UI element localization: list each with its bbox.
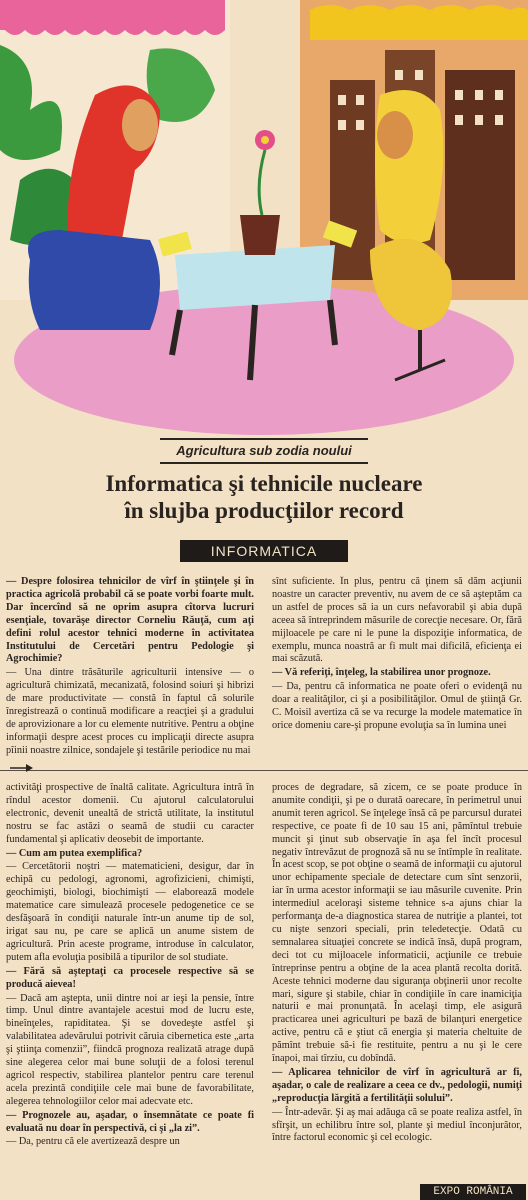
question-paragraph: — Vă referiţi, înţeleg, la stabilirea unor prognoze. [272, 667, 491, 679]
answer-paragraph: — Cercetătorii noştri — matematicieni, desigur, dar în echipă cu pedologi, agronomi, agrofizicieni, chimişti, geochimişti, biologi, biochimişti — elaborează modele matematice care simulează procesele pedogenetice ce se desfăşoară în condiţii naturale într-un anume tip de sol, irigat sau nu, pe care se aplică un anume sistem de agricultură. Prin aceste programe, introduse în calculator, putem afla evoluţia posibilă a tipurilor de sol studiate. [6, 861, 254, 963]
question-paragraph: — Cum am putea exemplifica? [6, 847, 143, 859]
answer-paragraph: — Da, pentru că ele avertizează despre un [6, 1136, 180, 1148]
answer-paragraph: — Da, pentru că informatica ne poate oferi o evidenţă nu doar a realităţilor, ci şi a posibilităţilor. Omul de ştiinţă Gr. C. Moisil avertiza că se va recurge la modele matematice în orice domeniu care-şi propune evoluţia sa în lumina unei [272, 681, 522, 731]
cover-illustration [0, 0, 528, 440]
text-column-2 [272, 576, 522, 766]
section-label: INFORMATICA [180, 540, 348, 562]
illustration-caption: Agricultura sub zodia noului [160, 438, 368, 464]
article-headline [20, 470, 508, 524]
answer-paragraph: — Dacă am aştepta, unii dintre noi ar ieşi la pensie, între timp. Unul dintre avantajele acestui mod de lucru este, bineînţeles, rapiditatea. Şi se dovedeşte astfel şi valabilitatea adevărului potrivit căruia cibernetica este „arta şi ştiinţa comenzii”, fiindcă prognoza realizată atrage după sine alegerea celor mai bune soluţii de a folosi terenul agricol respectiv, stabilirea plantelor pentru care terenul acela prezintă condiţiile cele mai bune de favorabilitate, alegerea tehnologiilor celor mai adecvate etc. [6, 992, 254, 1107]
question-paragraph: — Aplicarea tehnicilor de vîrf în agricultură ar fi, aşadar, o cale de realizare a ceea ce dv., pedologii, numiţi „reproducţia lărgită a fertilităţii solului”. [272, 1066, 522, 1104]
column-divider [0, 770, 528, 771]
answer-paragraph: proces de degradare, să zicem, ce se poate produce în anumite condiţii, şi pe o durată oarecare, în perimetrul unui anumit teren agricol. Se înţelege însă că pe parcursul duratei respective, ce poate fi de 10 sau 15 ani, pămîntul trebuie muncit şi ţinut sub observaţie în aşa fel încît procesul negativ întrevăzut de prognoză să nu se întîmple în realitate. În acest scop, se pot obţine o seamă de informaţii cu ajutorul unor echipamente speciale de detectare cum sînt senzorii, iar în urma acestor informaţii se iau măsurile cuvenite. Prin intermediul aceloraşi sisteme tehnice s-a ajuns chiar la performanţa de-a diagnostica starea de nutriţie a plantei, tot cu nişte senzori speciali, prin teledetecţie. Odată cu semnalarea situaţiei concrete se indică însă, după program, deci tot cu mijloacele informaticii, acţiunile ce trebuie întreprinse pentru a obţine de la acea plantă recolta dorită. Aceste tehnici moderne dau siguranţa obţinerii unor recolte mari, sigure şi stabile, chiar în condiţiile în care inamiciţia naturii e mai pronunţată. În acelaşi timp, ele asigură practicarea unei agriculturi pe bază de bilanţuri energetice active, pentru că e ştiut că energia şi materia cheltuite de pămînt trebuie să-i fie restituite, pentru a nu şi le cere înapoi, mai tîrziu, cu dobîndă. [272, 782, 522, 1065]
answer-paragraph: sînt suficiente. În plus, pentru că ţinem să dăm acţiunii noastre un caracter preventiv, nu avem de ce să aşteptăm ca un astfel de proces să ia un curs nefavorabil şi abia după aceea să întreprindem măsurile de corecţie necesare. Or, fără mijloacele pe care ni le pune la dispoziţie informatica, de exemplu, munca noastră ar fi mult mai dificilă, eficienţa ei mai scăzută. [272, 576, 522, 665]
text-column-3 [6, 782, 254, 1200]
text-column-1 [6, 576, 254, 766]
answer-paragraph: — Într-adevăr. Şi aş mai adăuga că se poate realiza astfel, în sfîrşit, un echilibru între sol, plante şi mediul înconjurător, între factorul economic şi cel ecologic. [272, 1106, 522, 1144]
question-paragraph: — Fără să aşteptaţi ca procesele respective să se producă aievea! [6, 965, 254, 990]
question-paragraph: — Despre folosirea tehnicilor de vîrf în ştiinţele şi în practica agricolă probabil că se poate vorbi foarte mult. Dar încercînd să ne oprim asupra cîtorva lucruri esenţiale, tovarăşe director Corneliu Răuţă, cum aţi defini rolul acestor tehnici moderne în activitatea Institutului de Cercetări pentru Pedologie şi Agrochimie? [6, 576, 254, 665]
answer-paragraph: — Una dintre trăsăturile agriculturii intensive — o agricultură chimizată, mecanizată, folosind soiuri şi hibrizi de mare productivitate — constă în faptul că solurile înregistrează o continuă modificare a reacţiei şi a gradului de aprovizionare a lor cu elemente nutritive. Pentru a obţine informaţii despre acest proces cu implicaţii directe asupra pîinii noastre zilnice, sondajele şi testările periodice nu mai [6, 667, 254, 756]
continue-arrow-icon [10, 763, 34, 773]
source-badge: EXPO ROMÂNIA [420, 1184, 526, 1200]
headline-line-2: în slujba producţiilor record [124, 498, 404, 523]
headline-line-1: Informatica şi tehnicile nucleare [105, 471, 423, 496]
answer-paragraph: activităţi prospective de înaltă calitate. Agricultura intră în rîndul acestor domenii. Cu ajutorul calculatorului electronic, devenit unealtă de strictă utilitate, la institutul nostru se fac astăzi o seamă de studii cu caracter fundamental şi aplicativ deosebit de importante. [6, 782, 254, 845]
text-column-4 [272, 782, 522, 1182]
question-paragraph: — Prognozele au, aşadar, o însemnătate ce poate fi evaluată nu doar în perspectivă, ci şi „la zi”. [6, 1109, 254, 1134]
